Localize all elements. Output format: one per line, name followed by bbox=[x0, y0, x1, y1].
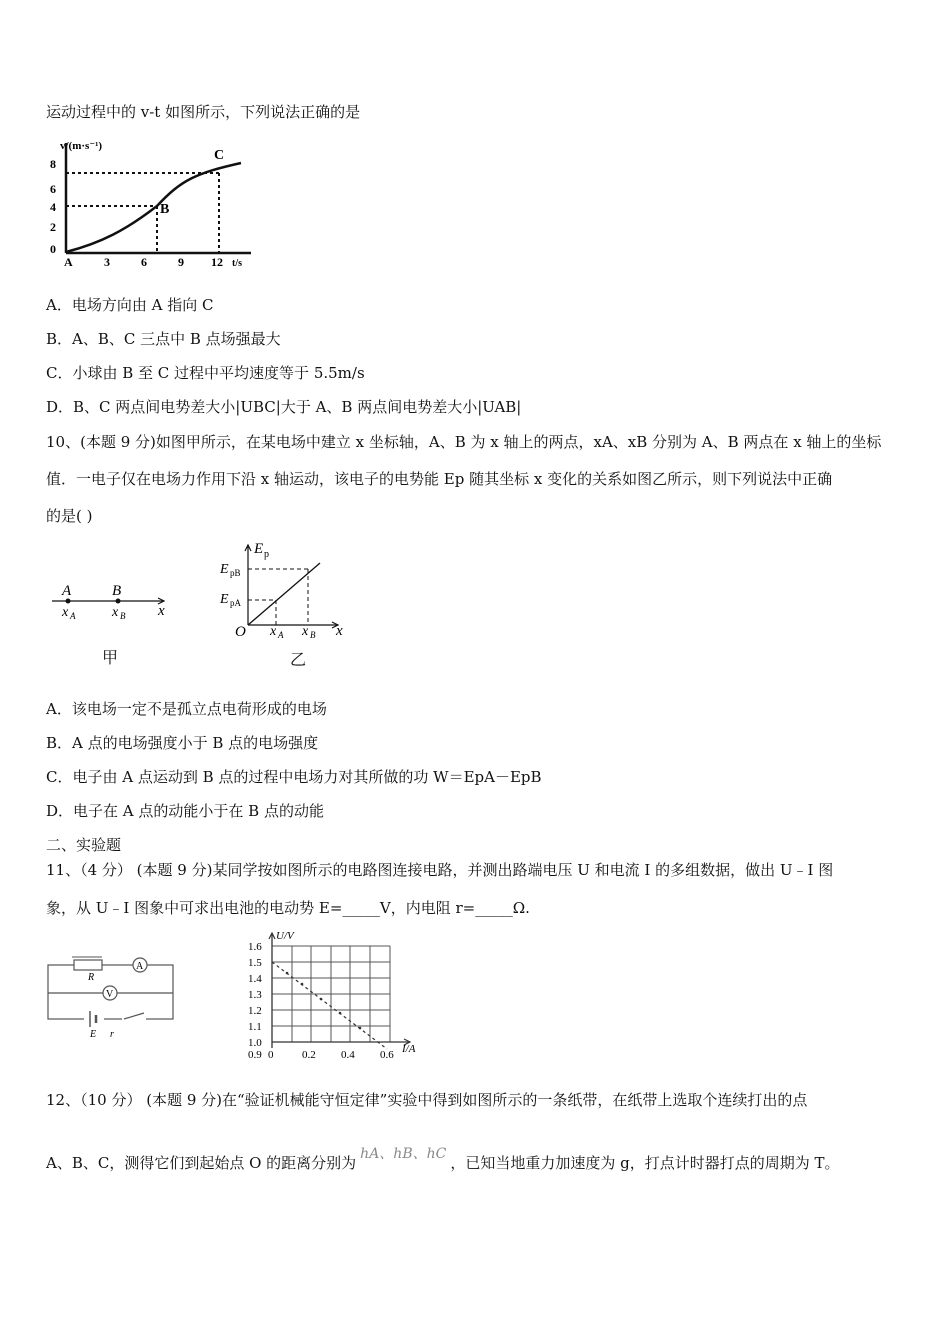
q11-stem-line2: 象，从 U﹣I 图象中可求出电池的电动势 E=_____V，内电阻 r=_____Ω. bbox=[46, 899, 530, 917]
svg-text:A: A bbox=[136, 961, 144, 972]
q10-stem-line2: 值．一电子仅在电场力作用下沿 x 轴运动，该电子的电势能 Ep 随其坐标 x 变化的关系如图乙所示，则下列说法中正确 bbox=[46, 470, 833, 488]
q12-stem-line2 bbox=[46, 1146, 840, 1174]
vt-graph bbox=[46, 135, 266, 270]
svg-text:pB: pB bbox=[230, 568, 241, 578]
caption-yi: 乙 bbox=[290, 650, 307, 669]
circuit-diagram bbox=[46, 955, 181, 1040]
svg-text:12: 12 bbox=[211, 255, 223, 269]
q9-option-c: C．小球由 B 至 C 过程中平均速度等于 5.5m/s bbox=[46, 364, 365, 382]
q10-stem-line1: 10、(本题 9 分)如图甲所示，在某电场中建立 x 坐标轴，A、B 为 x 轴上的两点，xA、xB 分别为 A、B 两点在 x 轴上的坐标 bbox=[46, 433, 882, 451]
svg-text:9: 9 bbox=[178, 255, 184, 269]
svg-text:A: A bbox=[70, 611, 76, 621]
svg-text:0: 0 bbox=[50, 242, 56, 256]
svg-text:0.6: 0.6 bbox=[380, 1049, 394, 1061]
svg-text:x: x bbox=[62, 605, 69, 620]
svg-text:B: B bbox=[310, 630, 316, 640]
svg-text:E: E bbox=[90, 1029, 97, 1040]
q12-h-values: hA、hB、hC bbox=[360, 1146, 447, 1162]
svg-text:x: x bbox=[302, 624, 309, 639]
ui-graph bbox=[242, 928, 427, 1068]
svg-text:t/s: t/s bbox=[232, 258, 242, 269]
svg-text:B: B bbox=[120, 611, 126, 621]
q12-stem-line1: 12、（10 分） (本题 9 分)在“验证机械能守恒定律”实验中得到如图所示的一条纸带，在纸带上选取个连续打出的点 bbox=[46, 1091, 808, 1109]
vt-ylabel: v/(m·s⁻¹) bbox=[60, 140, 103, 152]
svg-text:V: V bbox=[106, 989, 114, 1000]
svg-text:U/V: U/V bbox=[276, 930, 294, 942]
svg-text:E: E bbox=[220, 592, 229, 607]
q9-option-a: A．电场方向由 A 指向 C bbox=[46, 296, 214, 314]
svg-text:pA: pA bbox=[230, 598, 241, 608]
q10-option-b: B．A 点的电场强度小于 B 点的电场强度 bbox=[46, 734, 319, 752]
q10-stem-line3: 的是( ) bbox=[46, 507, 93, 525]
figure-jia bbox=[46, 575, 176, 625]
svg-text:1.1: 1.1 bbox=[248, 1021, 262, 1033]
caption-jia: 甲 bbox=[102, 648, 119, 667]
q9-option-b: B．A、B、C 三点中 B 点场强最大 bbox=[46, 330, 281, 348]
svg-text:A: A bbox=[64, 255, 73, 269]
svg-text:2: 2 bbox=[50, 220, 56, 234]
svg-text:A: A bbox=[278, 630, 284, 640]
q10-option-a: A．该电场一定不是孤立点电荷形成的电场 bbox=[46, 700, 327, 718]
svg-text:1.0: 1.0 bbox=[248, 1037, 262, 1049]
q12-stem-post: ，已知当地重力加速度为 g，打点计时器打点的周期为 T。 bbox=[450, 1154, 840, 1172]
svg-text:1.6: 1.6 bbox=[248, 941, 262, 953]
svg-text:x: x bbox=[270, 624, 277, 639]
svg-text:0.4: 0.4 bbox=[341, 1049, 355, 1061]
svg-text:3: 3 bbox=[104, 255, 110, 269]
vt-label-b: B bbox=[160, 202, 170, 217]
svg-text:p: p bbox=[264, 549, 269, 560]
svg-text:E: E bbox=[220, 562, 229, 577]
svg-text:0.2: 0.2 bbox=[302, 1049, 316, 1061]
q9-option-d: D．B、C 两点间电势差大小|UBC|大于 A、B 两点间电势差大小|UAB| bbox=[46, 398, 522, 416]
svg-text:0.9: 0.9 bbox=[248, 1049, 262, 1061]
svg-text:x: x bbox=[336, 623, 343, 639]
svg-text:0: 0 bbox=[268, 1049, 274, 1061]
q12-stem-pre: A、B、C，测得它们到起始点 O 的距离分别为 bbox=[46, 1154, 357, 1172]
svg-text:I/A: I/A bbox=[402, 1043, 416, 1055]
svg-text:A: A bbox=[62, 583, 72, 599]
q10-option-d: D．电子在 A 点的动能小于在 B 点的动能 bbox=[46, 802, 324, 820]
svg-text:x: x bbox=[158, 603, 165, 619]
svg-text:E: E bbox=[254, 541, 264, 557]
svg-text:1.3: 1.3 bbox=[248, 989, 262, 1001]
svg-text:R: R bbox=[88, 972, 95, 983]
resistor-icon bbox=[74, 960, 102, 970]
figure-yi bbox=[218, 535, 358, 640]
svg-text:r: r bbox=[110, 1029, 114, 1040]
svg-text:x: x bbox=[112, 605, 119, 620]
q11-stem-line1: 11、（4 分） (本题 9 分)某同学按如图所示的电路图连接电路，并测出路端电压 U 和电流 I 的多组数据，做出 U﹣I 图 bbox=[46, 861, 834, 879]
svg-text:1.5: 1.5 bbox=[248, 957, 262, 969]
svg-text:8: 8 bbox=[50, 157, 56, 171]
q10-option-c: C．电子由 A 点运动到 B 点的过程中电场力对其所做的功 W＝EpA－EpB bbox=[46, 768, 542, 786]
section-heading: 二、实验题 bbox=[46, 836, 122, 854]
svg-text:1.4: 1.4 bbox=[248, 973, 262, 985]
q9-intro: 运动过程中的 v-t 如图所示，下列说法正确的是 bbox=[46, 103, 361, 121]
svg-text:6: 6 bbox=[50, 182, 56, 196]
svg-text:O: O bbox=[235, 624, 246, 640]
svg-text:6: 6 bbox=[141, 255, 147, 269]
svg-text:4: 4 bbox=[50, 200, 56, 214]
svg-text:1.2: 1.2 bbox=[248, 1005, 262, 1017]
svg-text:B: B bbox=[112, 583, 122, 599]
vt-label-c: C bbox=[214, 148, 225, 163]
vt-curve bbox=[66, 163, 241, 252]
